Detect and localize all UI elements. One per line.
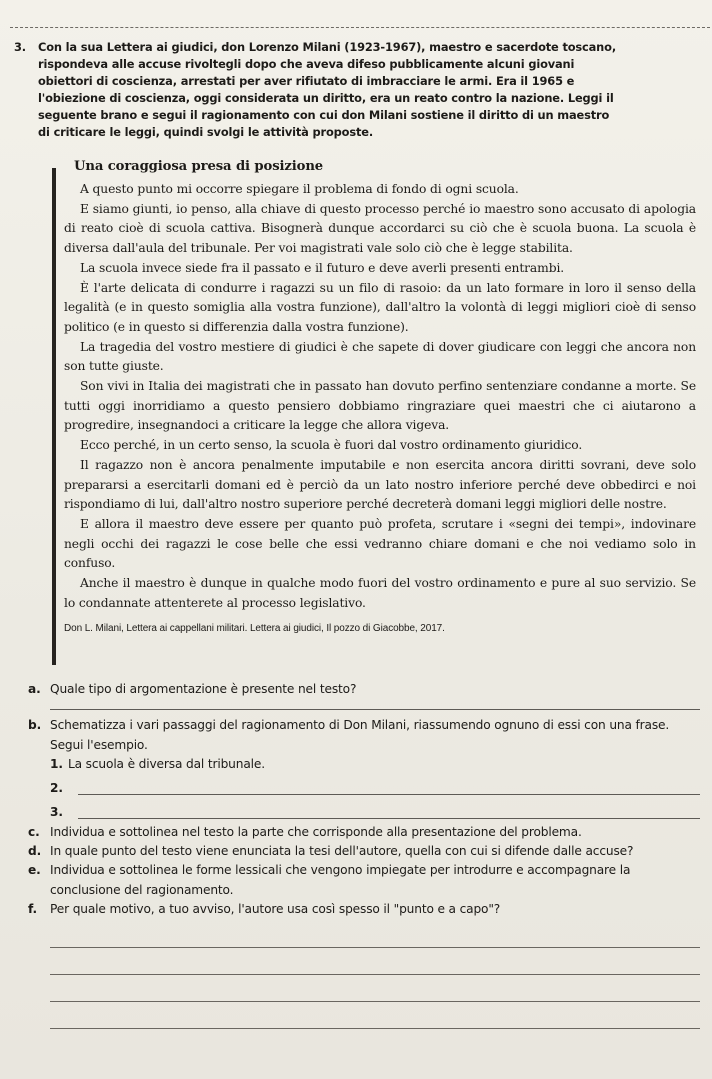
example-item — [28, 755, 700, 774]
question-text: Schematizza i vari passaggi del ragionamento di Don Milani, riassumendo ognuno di essi con una frase. Segui l'esempio. — [50, 718, 670, 752]
answer-line[interactable] — [50, 1007, 700, 1029]
passage-paragraph: A questo punto mi occorre spiegare il problema di fondo di ogni scuola. — [80, 182, 519, 196]
answer-line-a[interactable] — [50, 699, 700, 710]
passage-source: Don L. Milani, Lettera ai cappellani militari. Lettera ai giudici, Il pozzo di Giacobbe, 2017. — [64, 623, 445, 635]
question-text: Per quale motivo, a tuo avviso, l'autore usa così spesso il "punto e a capo"? — [50, 902, 501, 917]
answer-lines-f — [50, 926, 700, 1029]
reading-passage — [64, 157, 696, 639]
answer-line[interactable] — [78, 818, 700, 819]
top-divider — [10, 27, 710, 28]
passage-paragraph: La tragedia del vostro mestiere di giudici è che sapete di dover giudicare con leggi che ancora non son tutte giuste. — [64, 339, 696, 374]
question-label: f. — [28, 902, 37, 917]
intro-line-2: rispondeva alle accuse rivoltegli dopo che aveva difeso pubblicamente alcuni giovani — [38, 57, 575, 71]
question-label: e. — [28, 863, 41, 878]
passage-paragraph: E allora il maestro deve essere per quanto può profeta, scrutare i «segni dei tempi», indovinare negli occhi dei ragazzi le cose belle che essi vedranno chiare domani e che noi vediamo solo in confuso. — [64, 516, 696, 571]
item-number: 3. — [50, 805, 63, 820]
passage-paragraph: Il ragazzo non è ancora penalmente imputabile e non esercita ancora diritti sovrani, deve solo prepararsi a esercitarli domani ed è perciò da un lato nostro inferiore perché deve obbedirci e noi rispondiamo di lui, dall'altro nostro superiore perché decreterà domani leggi migliori delle nostre. — [64, 457, 696, 512]
exercise-intro — [14, 39, 700, 141]
question-a — [28, 680, 700, 699]
answer-line[interactable] — [50, 980, 700, 1002]
example-text: La scuola è diversa dal tribunale. — [68, 757, 265, 772]
question-b — [28, 716, 700, 755]
answer-item-2[interactable] — [28, 775, 700, 799]
question-label: c. — [28, 824, 40, 839]
passage-side-bar — [52, 168, 56, 665]
intro-line-3: obiettori di coscienza, arrestati per aver rifiutato di imbracciare le armi. Era il 1965 e — [38, 74, 575, 88]
answer-item-3[interactable] — [28, 799, 700, 823]
exercise-number: 3. — [14, 40, 26, 54]
passage-title: Una coraggiosa presa di posizione — [74, 159, 324, 174]
question-text: In quale punto del testo viene enunciata la tesi dell'autore, quella con cui si difende dalle accuse? — [50, 844, 634, 859]
question-text: Individua e sottolinea nel testo la parte che corrisponde alla presentazione del problema. — [50, 824, 582, 839]
question-d — [28, 842, 700, 861]
passage-paragraph: Anche il maestro è dunque in qualche modo fuori del vostro ordinamento e pure al suo servizio. Se lo condannate attenterete al processo legislativo. — [64, 576, 696, 610]
question-label: d. — [28, 844, 42, 859]
passage-paragraph: Ecco perché, in un certo senso, la scuola è fuori dal vostro ordinamento giuridico. — [80, 438, 583, 453]
passage-paragraph: La scuola invece siede fra il passato e il futuro e deve averli presenti entrambi. — [80, 260, 565, 275]
intro-line-6: di criticare le leggi, quindi svolgi le attività proposte. — [38, 125, 374, 139]
intro-line-5: seguente brano e segui il ragionamento con cui don Milani sostiene il diritto di un maestro — [38, 108, 610, 122]
passage-paragraph: È l'arte delicata di condurre i ragazzi su un filo di rasoio: da un lato formare in loro il senso della legalità (e in questo somiglia alla vostra funzione), dall'altro la volontà di leggi migliori cioè di senso politico (e in questo si differenzia dalla vostra funzione). — [64, 280, 696, 334]
question-e — [28, 861, 700, 900]
example-number: 1. — [50, 757, 63, 772]
question-c — [28, 823, 700, 842]
question-text: Individua e sottolinea le forme lessicali che vengono impiegate per introdurre e accompagnare la conclusione del ragionamento. — [50, 863, 631, 897]
answer-line[interactable] — [50, 926, 700, 948]
questions-section — [28, 680, 700, 1034]
answer-line[interactable] — [78, 794, 700, 795]
passage-paragraph: E siamo giunti, io penso, alla chiave di questo processo perché io maestro sono accusato di apologia di reato cioè di scuola cattiva. Bisognerà dunque accordarci su ciò che è scuola buona. La scuola è diversa dall'aula del tribunale. Per voi magistrati vale solo ciò che è legge stabilita. — [64, 201, 696, 256]
answer-line[interactable] — [50, 953, 700, 975]
question-f — [28, 900, 700, 919]
passage-paragraph: Son vivi in Italia dei magistrati che in passato han dovuto perfino sentenziare condanne a morte. Se tutti oggi inorridiamo a questo pensiero dobbiamo ringraziare quei maestri che ci aiutarono a progredire, insegnandoci a criticare la legge che allora vigeva. — [64, 379, 696, 433]
question-text: Quale tipo di argomentazione è presente nel testo? — [50, 682, 357, 696]
intro-line-4: l'obiezione di coscienza, oggi considerata un diritto, era un reato contro la nazione. Leggi il — [38, 91, 614, 105]
question-label: b. — [28, 718, 42, 733]
question-label: a. — [28, 682, 41, 696]
intro-line-1: 3. Con la sua Lettera ai giudici, don Lorenzo Milani (1923-1967), maestro e sacerdote toscano, — [14, 40, 616, 54]
item-number: 2. — [50, 781, 63, 796]
